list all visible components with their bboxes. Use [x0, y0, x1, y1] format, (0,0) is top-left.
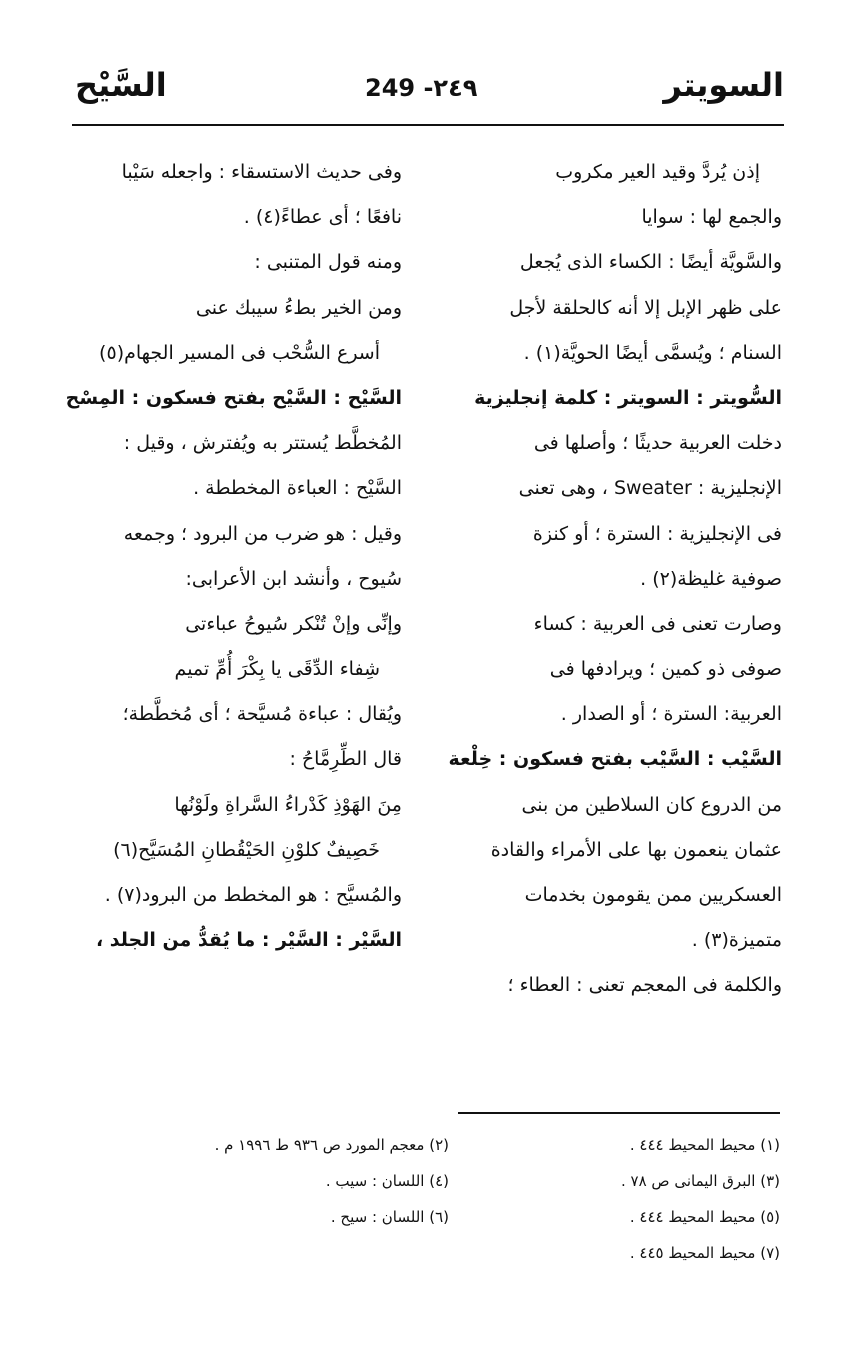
text-line: الإنجليزية : Sweater ، وهى تعنى — [518, 477, 782, 500]
verse-line: ومن الخير بطءُ سيبك عنى — [195, 296, 402, 319]
text-line: والجمع لها : سوايا — [641, 206, 782, 229]
text-line: السَّيْح : العباءة المخططة . — [193, 477, 402, 500]
running-head-left: السَّيْح — [75, 66, 167, 104]
footnote: (٢) معجم المورد ص ٩٣٦ ط ١٩٩٦ م . — [214, 1136, 449, 1154]
text-line: صوفية غليظة(٢) . — [640, 567, 782, 590]
text-line: قال الطِّرِمَّاحُ : — [289, 748, 402, 771]
text-line: والسَّويَّة أيضًا : الكساء الذى يُجعل — [519, 251, 782, 274]
entry-headword-line: السُّويتر : السويتر : كلمة إنجليزية — [474, 386, 782, 409]
text-line: متميزة(٣) . — [691, 929, 782, 952]
footnote: (٤) اللسان : سيب . — [325, 1172, 449, 1190]
header-rule — [72, 124, 784, 126]
text-line: وقيل : هو ضرب من البرود ؛ وجمعه — [123, 522, 402, 545]
text-line: العسكريين ممن يقومون بخدمات — [524, 884, 782, 906]
text-line: دخلت العربية حديثًا ؛ وأصلها فى — [533, 432, 782, 455]
footnote: (٣) البرق اليمانى ص ٧٨ . — [620, 1172, 780, 1190]
footnote: (٦) اللسان : سيح . — [330, 1208, 449, 1226]
text-line: فى الإنجليزية : السترة ؛ أو كنزة — [532, 522, 782, 545]
verse-line: مِنَ الهَوْذِ كَدْراءُ السَّراةِ ولَوْنُها — [174, 793, 402, 816]
verse-line: خَصِيفٌ كلوْنِ الحَيْقُطانِ المُسَيَّح(٦) — [113, 838, 380, 861]
text-line: من الدروع كان السلاطين من بنى — [521, 793, 782, 816]
text-line: سُيوح ، وأنشد ابن الأعرابى: — [185, 567, 402, 590]
text-line: عثمان ينعمون بها على الأمراء والقادة — [490, 838, 782, 861]
page-number: 249 -٢٤٩ — [365, 74, 478, 102]
entry-headword-line: السَّيْح : السَّيْح بفتح فسكون : المِسْح — [65, 386, 402, 409]
entry-headword-line: السَّيْب : السَّيْب بفتح فسكون : خِلْعة — [448, 748, 782, 771]
text-line: والمُسيَّح : هو المخطط من البرود(٧) . — [104, 884, 402, 906]
text-line: المُخطَّط يُستتر به ويُفترش ، وقيل : — [123, 432, 402, 455]
verse-line: أسرع السُّحْب فى المسير الجهام(٥) — [99, 341, 380, 364]
text-line: السنام ؛ ويُسمَّى أيضًا الحويَّة(١) . — [523, 341, 782, 364]
text-line: والكلمة فى المعجم تعنى : العطاء ؛ — [507, 974, 782, 997]
right-column — [442, 150, 782, 1009]
text-line: على ظهر الإبل إلا أنه كالحلقة لأجل — [509, 296, 782, 319]
running-head-right: السويتر — [663, 66, 784, 104]
footnote-rule — [458, 1112, 780, 1114]
text-line: وصارت تعنى فى العربية : كساء — [533, 612, 782, 635]
text-line: صوفى ذو كمين ؛ ويرادفها فى — [549, 658, 782, 681]
verse-line: وإنِّى وإنْ تُنْكر سُيوحُ عباءتى — [185, 612, 402, 635]
entry-headword-line: السَّيْر : السَّيْر : ما يُقدُّ من الجلد ، — [95, 929, 402, 952]
text-line: نافعًا ؛ أى عطاءً(٤) . — [243, 206, 402, 229]
text-line: إذن يُردَّ وقيد العير مكروب — [555, 161, 760, 183]
verse-line: شِفاء الدِّقَى يا بِكْرَ أُمِّ تميم — [174, 658, 380, 681]
text-line: وفى حديث الاستسقاء : واجعله سَيْبا — [121, 161, 402, 183]
footnote: (٥) محيط المحيط ٤٤٤ . — [629, 1208, 780, 1226]
text-line: ومنه قول المتنبى : — [254, 251, 402, 274]
footnote: (٧) محيط المحيط ٤٤٥ . — [629, 1244, 780, 1262]
text-line: ويُقال : عباءة مُسيَّحة ؛ أى مُخطَّطة؛ — [122, 703, 402, 726]
text-line: العربية: السترة ؛ أو الصدار . — [560, 703, 782, 726]
footnote: (١) محيط المحيط ٤٤٤ . — [629, 1136, 780, 1154]
left-column — [67, 150, 402, 963]
